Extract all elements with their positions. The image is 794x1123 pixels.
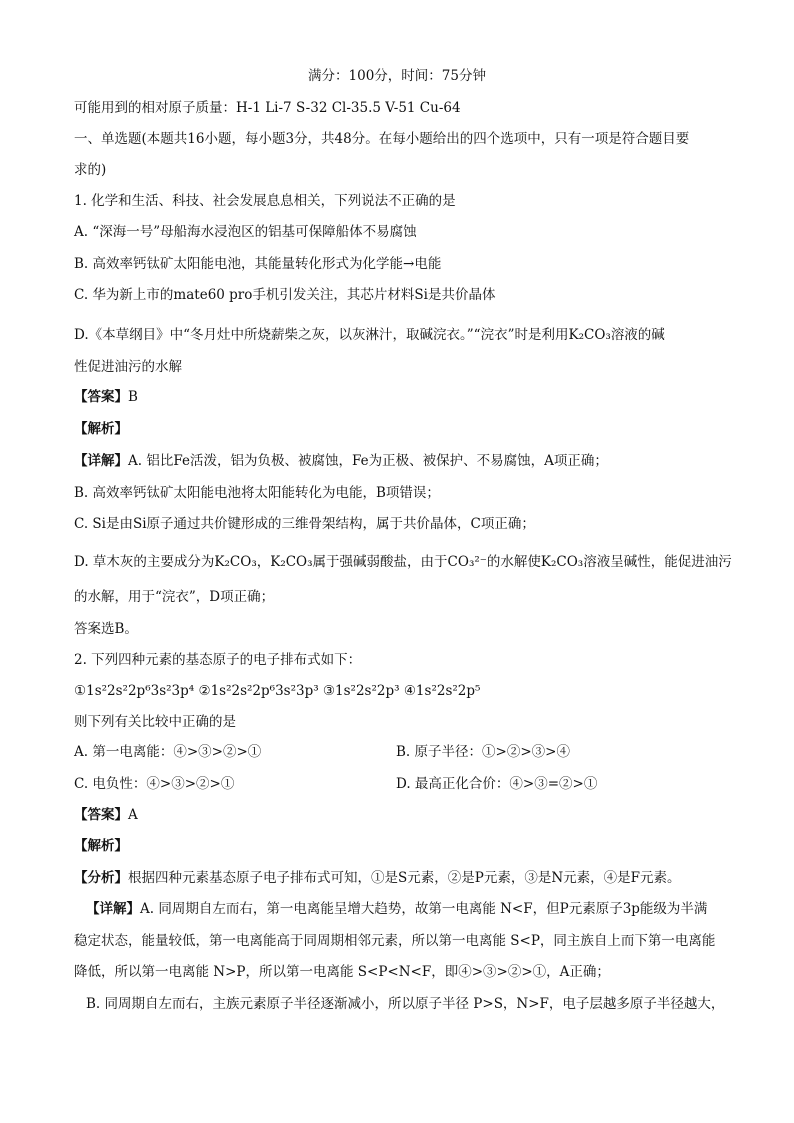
- q2-detail-3: 降低，所以第一电离能 N>P，所以第一电离能 S<P<N<F，即④>③>②>①，A正确；: [74, 964, 610, 980]
- q1-answer: [74, 387, 138, 407]
- q1-choose: 答案选B。: [74, 621, 138, 637]
- q1-detail-1: [74, 451, 608, 471]
- q2-option-b: B. 原子半径：①>②>③>④: [396, 744, 570, 760]
- answer-label: 【答案】: [74, 807, 128, 823]
- q2-configs: ①1s²2s²2p⁶3s²3p⁴ ②1s²2s²2p⁶3s²3p³ ③1s²2s²2p³ ④1s²2s²2p⁵: [74, 683, 481, 699]
- q1-option-d-line1: [74, 325, 665, 345]
- q1-analysis-label: 【解析】: [74, 421, 128, 437]
- detail-label: 【详解】: [86, 901, 140, 917]
- q1-option-b: B. 高效率钙钛矿太阳能电池，其能量转化形式为化学能→电能: [74, 256, 442, 272]
- answer-label: 【答案】: [74, 389, 128, 405]
- q1-option-c: C. 华为新上市的mate60 pro手机引发关注，其芯片材料Si是共价晶体: [74, 287, 496, 303]
- q2-ask: 则下列有关比较中正确的是: [74, 714, 236, 730]
- detail-text: A. 铝比Fe活泼，铝为负极、被腐蚀，Fe为正极、被保护、不易腐蚀，A项正确；: [128, 453, 608, 469]
- q2-option-d: D. 最高正化合价：④>③=②>①: [396, 776, 598, 792]
- q2-stem: 2. 下列四种元素的基态原子的电子排布式如下：: [74, 652, 362, 668]
- q2-detail-1: [86, 899, 707, 919]
- q2-answer: [74, 805, 138, 825]
- fenxi-text: 根据四种元素基态原子电子排布式可知，①是S元素，②是P元素，③是N元素，④是F元素。: [128, 870, 681, 886]
- q2-detail-2: 稳定状态，能量较低，第一电离能高于同周期相邻元素，所以第一电离能 S<P，同主族自上而下第一电离能: [74, 933, 716, 949]
- score-time: 满分：100分，时间：75分钟: [308, 68, 486, 84]
- k2co3-formula: K₂CO₃: [568, 327, 611, 343]
- q2-analysis-label: 【解析】: [74, 838, 128, 854]
- q1-stem: 1. 化学和生活、科技、社会发展息息相关，下列说法不正确的是: [74, 193, 456, 209]
- q1-option-d-line2: 性促进油污的水解: [74, 359, 182, 375]
- q2-detail-4: B. 同周期自左而右，主族元素原子半径逐渐减小，所以原子半径 P>S，N>F，电子层越多原子半径越大，: [86, 996, 725, 1012]
- detail-label: 【详解】: [74, 453, 128, 469]
- q1-detail-4: [74, 552, 732, 572]
- q1-detail-5: 的水解，用于“浣衣”，D项正确；: [74, 589, 275, 605]
- section-title-1: 一、单选题(本题共16小题，每小题3分，共48分。在每小题给出的四个选项中，只有一项是符合题目要: [74, 131, 690, 147]
- atomic-mass-line: 可能用到的相对原子质量：H-1 Li-7 S-32 Cl-35.5 V-51 Cu-64: [74, 100, 461, 116]
- section-title-2: 求的): [74, 162, 107, 178]
- fenxi-label: 【分析】: [74, 870, 128, 886]
- q2-option-a: A. 第一电离能：④>③>②>①: [74, 744, 262, 760]
- q2-option-c: C. 电负性：④>③>②>①: [74, 776, 235, 792]
- detail-4a: D. 草木灰的主要成分为K₂CO₃，K₂CO₃属于强碱弱酸盐，由于: [74, 554, 448, 570]
- q1-option-d-text-b: 溶液的碱: [610, 327, 665, 343]
- carbonate-ion: CO₃²⁻: [447, 554, 487, 570]
- q1-detail-3: C. Si是由Si原子通过共价键形成的三维骨架结构，属于共价晶体，C项正确；: [74, 516, 535, 532]
- q1-option-d-text: D.《本草纲目》中“冬月灶中所烧薪柴之灰，以灰淋汁，取碱浣衣。”“浣衣”时是利用: [74, 327, 569, 343]
- answer-value: A: [128, 807, 138, 823]
- detail-text: A. 同周期自左而右，第一电离能呈增大趋势，故第一电离能 N<F，但P元素原子3p能级为半满: [140, 901, 708, 917]
- q1-detail-2: B. 高效率钙钛矿太阳能电池将太阳能转化为电能，B项错误；: [74, 485, 440, 501]
- q1-option-a: A. “深海一号”母船海水浸泡区的铝基可保障船体不易腐蚀: [74, 224, 417, 240]
- answer-value: B: [128, 389, 138, 405]
- q2-fenxi: [74, 868, 681, 888]
- detail-4b: 的水解使K₂CO₃溶液呈碱性，能促进油污: [486, 554, 732, 570]
